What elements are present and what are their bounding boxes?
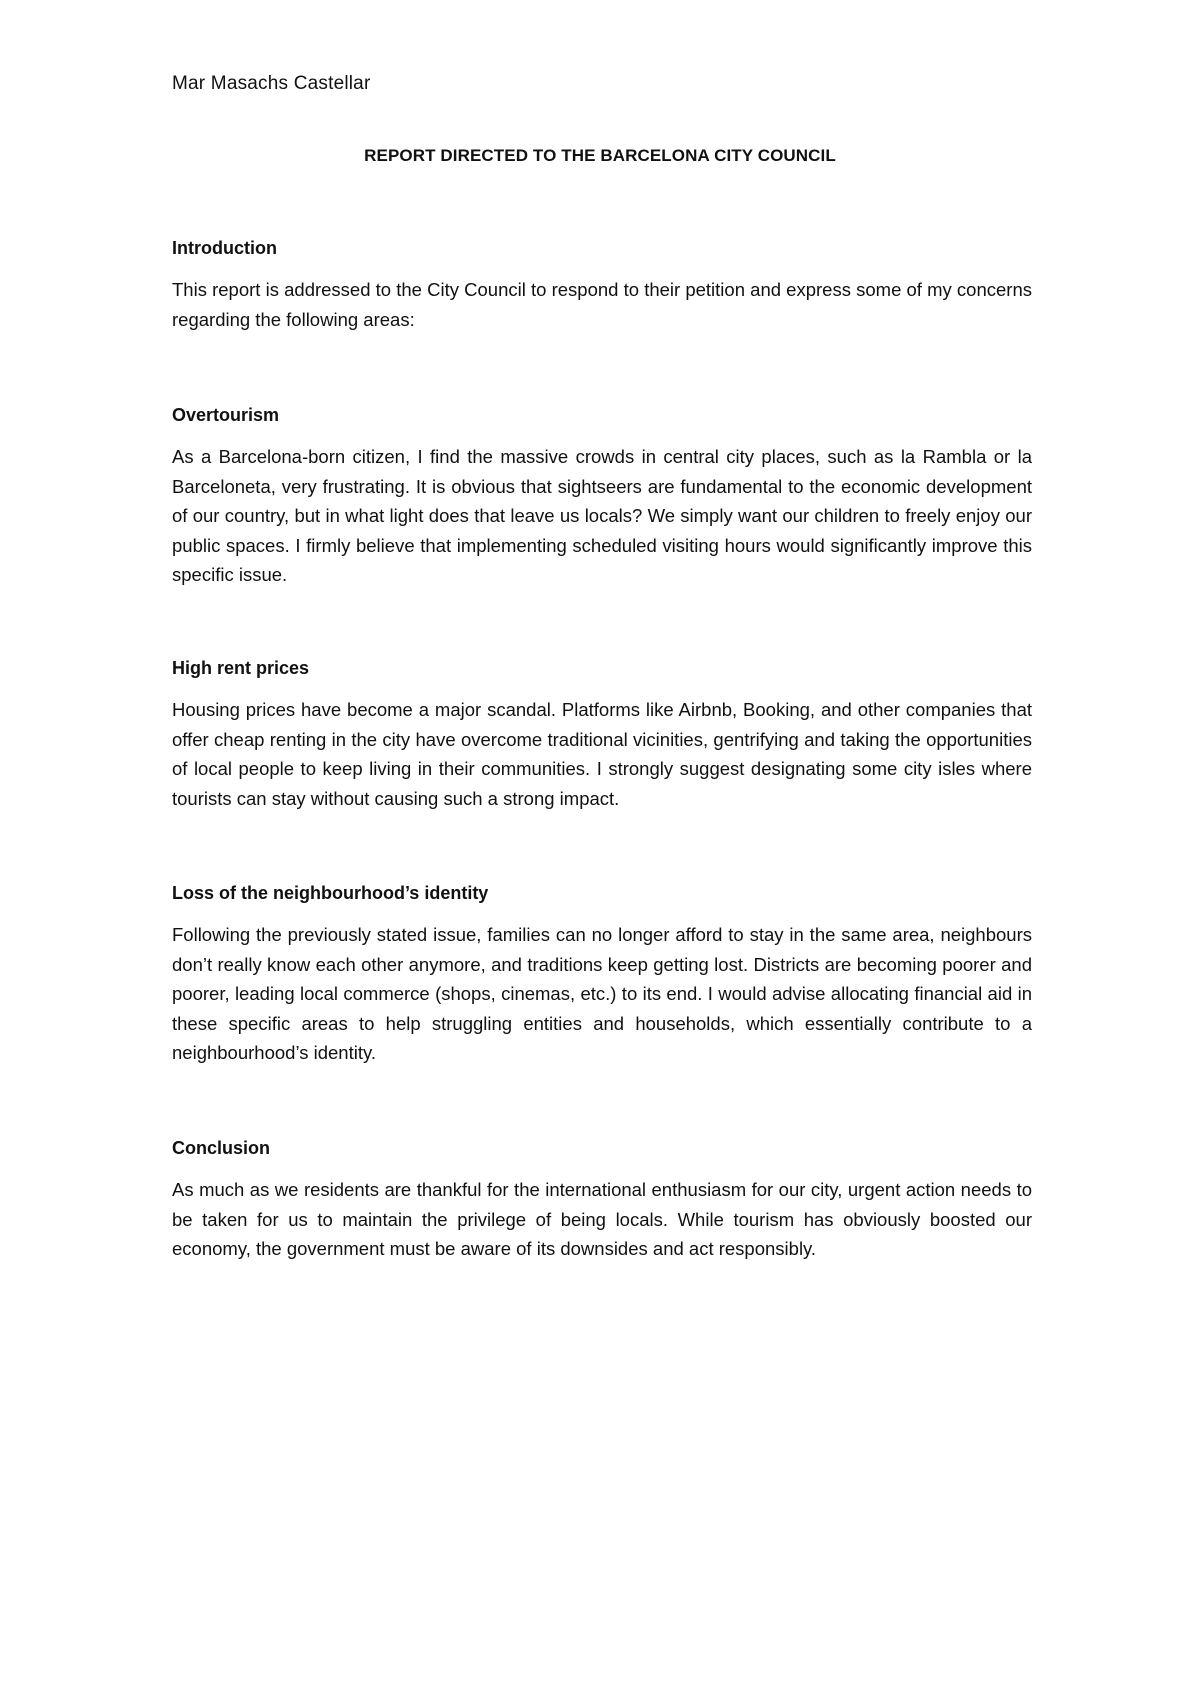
section-heading: Conclusion [172,1138,270,1158]
report-title: REPORT DIRECTED TO THE BARCELONA CITY COUNCIL [364,146,836,165]
section-heading: Introduction [172,238,277,258]
section-high-rent-prices [172,657,1032,813]
section-paragraph: As much as we residents are thankful for the international enthusiasm for our city, urgent action needs to be taken for us to maintain the privilege of being locals. While tourism has obviously boosted our economy, the government must be aware of its downsides and act responsibly. [172,1179,1032,1259]
section-paragraph: Housing prices have become a major scandal. Platforms like Airbnb, Booking, and other companies that offer cheap renting in the city have overcome traditional vicinities, gentrifying and taking the opportunities of local people to keep living in their communities. I strongly suggest designating some city isles where tourists can stay without causing such a strong impact. [172,699,1032,809]
section-neighbourhood-identity [172,882,1032,1068]
author-name: Mar Masachs Castellar [172,73,371,94]
section-heading: Loss of the neighbourhood’s identity [172,883,489,903]
section-overtourism [172,404,1032,590]
section-paragraph: As a Barcelona-born citizen, I find the massive crowds in central city places, such as la Rambla or la Barceloneta, very frustrating. It is obvious that sightseers are fundamental to the economic development of our country, but in what light does that leave us locals? We simply want our children to freely enjoy our public spaces. I firmly believe that implementing scheduled visiting hours would significantly improve this specific issue. [172,446,1032,585]
section-conclusion [172,1137,1032,1264]
section-heading: Overtourism [172,405,280,425]
section-heading: High rent prices [172,658,310,678]
section-paragraph: Following the previously stated issue, families can no longer afford to stay in the same area, neighbours don’t really know each other anymore, and traditions keep getting lost. Districts are becoming poorer and poorer, leading local commerce (shops, cinemas, etc.) to its end. I would advise allocating financial aid in these specific areas to help struggling entities and households, which essentially contribute to a neighbourhood’s identity. [172,924,1032,1063]
section-paragraph: This report is addressed to the City Council to respond to their petition and express some of my concerns regarding the following areas: [172,279,1032,330]
section-introduction [172,237,1032,334]
